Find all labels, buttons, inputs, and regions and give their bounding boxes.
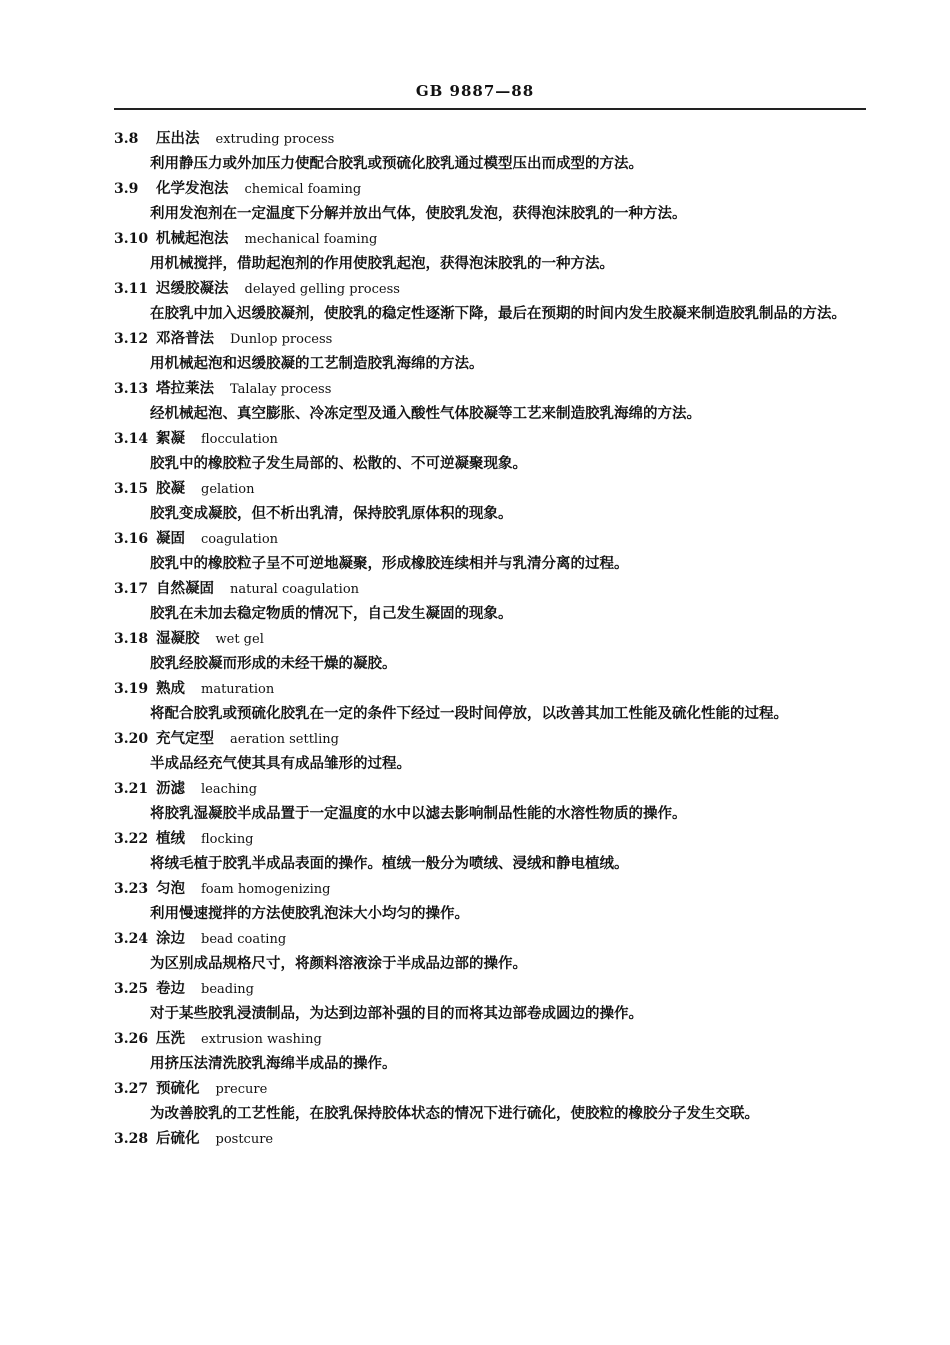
term-heading <box>114 676 866 702</box>
term-chinese: 卷边 <box>156 980 185 997</box>
term-heading <box>114 576 866 602</box>
term-heading <box>114 526 866 552</box>
term-english: Talalay process <box>230 382 332 397</box>
term-definition: 为区别成品规格尺寸，将颜料溶液涂于半成品边部的操作。 <box>150 955 527 972</box>
term-number: 3.19 <box>114 681 149 697</box>
term-number: 3.25 <box>114 981 149 997</box>
term-entry <box>114 476 866 526</box>
term-chinese: 胶凝 <box>156 480 185 497</box>
term-english: maturation <box>201 682 275 697</box>
term-chinese: 匀泡 <box>156 880 185 897</box>
header-rule <box>114 108 866 110</box>
term-english: mechanical foaming <box>244 232 378 247</box>
term-number: 3.22 <box>114 831 149 847</box>
term-definition <box>114 302 866 326</box>
term-definition: 用挤压法清洗胶乳海绵半成品的操作。 <box>150 1055 397 1072</box>
term-definition-text: 在胶乳中加入迟缓胶凝剂，使胶乳的稳定性逐渐下降，最后在预期的时间内发生胶凝来制造胶乳制品的方法。 <box>150 305 846 322</box>
term-entry <box>114 1126 866 1152</box>
term-chinese: 压洗 <box>156 1030 185 1047</box>
term-number: 3.27 <box>114 1081 149 1097</box>
term-entry <box>114 976 866 1026</box>
term-entry <box>114 326 866 376</box>
term-number: 3.9 <box>114 181 139 197</box>
term-chinese: 沥滤 <box>156 780 185 797</box>
term-entry <box>114 626 866 676</box>
term-heading <box>114 376 866 402</box>
term-heading <box>114 826 866 852</box>
term-heading <box>114 1126 866 1152</box>
term-definition: 半成品经充气使其具有成品雏形的过程。 <box>150 755 411 772</box>
term-heading <box>114 326 866 352</box>
term-english: postcure <box>215 1132 274 1147</box>
term-english: foam homogenizing <box>201 882 331 897</box>
term-heading <box>114 976 866 1002</box>
term-number: 3.16 <box>114 531 149 547</box>
term-english: bead coating <box>201 932 287 947</box>
term-definition: 胶乳经胶凝而形成的未经干燥的凝胶。 <box>150 655 397 672</box>
term-english: natural coagulation <box>230 582 360 597</box>
term-definition: 利用静压力或外加压力使配合胶乳或预硫化胶乳通过模型压出而成型的方法。 <box>150 155 643 172</box>
term-entry <box>114 276 866 326</box>
term-number: 3.14 <box>114 431 149 447</box>
term-number: 3.18 <box>114 631 149 647</box>
term-definition: 将胶乳湿凝胶半成品置于一定温度的水中以滤去影响制品性能的水溶性物质的操作。 <box>150 805 687 822</box>
term-chinese: 熟成 <box>156 680 185 697</box>
term-definition: 胶乳在未加去稳定物质的情况下，自己发生凝固的现象。 <box>150 605 513 622</box>
term-entry <box>114 176 866 226</box>
term-definition <box>114 702 866 726</box>
term-number: 3.23 <box>114 881 149 897</box>
term-definition-text: 将配合胶乳或预硫化胶乳在一定的条件下经过一段时间停放，以改善其加工性能及硫化性能的过程。 <box>150 705 788 722</box>
term-entry <box>114 726 866 776</box>
term-number: 3.11 <box>114 281 149 297</box>
term-heading <box>114 276 866 302</box>
term-heading <box>114 476 866 502</box>
term-chinese: 预硫化 <box>156 1080 200 1097</box>
term-definition: 将绒毛植于胶乳半成品表面的操作。植绒一般分为喷绒、浸绒和静电植绒。 <box>150 855 629 872</box>
term-chinese: 植绒 <box>156 830 185 847</box>
term-chinese: 后硫化 <box>156 1130 200 1147</box>
term-definition: 为改善胶乳的工艺性能，在胶乳保持胶体状态的情况下进行硫化，使胶粒的橡胶分子发生交联。 <box>150 1105 759 1122</box>
term-heading <box>114 176 866 202</box>
term-chinese: 充气定型 <box>156 730 214 747</box>
term-definition: 对于某些胶乳浸渍制品，为达到边部补强的目的而将其边部卷成圆边的操作。 <box>150 1005 643 1022</box>
term-list <box>114 126 866 1152</box>
term-definition: 胶乳中的橡胶粒子呈不可逆地凝聚，形成橡胶连续相并与乳清分离的过程。 <box>150 555 629 572</box>
term-chinese: 机械起泡法 <box>156 230 229 247</box>
term-entry <box>114 526 866 576</box>
term-heading <box>114 1026 866 1052</box>
term-english: flocculation <box>201 432 278 447</box>
term-english: gelation <box>201 482 255 497</box>
term-chinese: 自然凝固 <box>156 580 214 597</box>
term-number: 3.17 <box>114 581 149 597</box>
term-number: 3.8 <box>114 131 139 147</box>
page-header: GB 9887—88 <box>415 82 535 100</box>
term-definition: 用机械搅拌，借助起泡剂的作用使胶乳起泡，获得泡沫胶乳的一种方法。 <box>150 255 614 272</box>
term-chinese: 迟缓胶凝法 <box>156 280 229 297</box>
term-chinese: 化学发泡法 <box>156 180 229 197</box>
term-entry <box>114 426 866 476</box>
term-heading <box>114 776 866 802</box>
term-english: delayed gelling process <box>244 282 400 297</box>
term-chinese: 絮凝 <box>156 430 185 447</box>
term-entry <box>114 1076 866 1126</box>
term-english: wet gel <box>215 632 264 647</box>
term-definition: 经机械起泡、真空膨胀、冷冻定型及通入酸性气体胶凝等工艺来制造胶乳海绵的方法。 <box>150 405 701 422</box>
term-definition: 胶乳变成凝胶，但不析出乳清，保持胶乳原体积的现象。 <box>150 505 513 522</box>
term-english: leaching <box>201 782 258 797</box>
term-entry <box>114 676 866 726</box>
term-heading <box>114 926 866 952</box>
term-english: flocking <box>201 832 254 847</box>
term-number: 3.26 <box>114 1031 149 1047</box>
term-number: 3.10 <box>114 231 149 247</box>
term-heading <box>114 126 866 152</box>
term-number: 3.28 <box>114 1131 149 1147</box>
term-entry <box>114 826 866 876</box>
term-english: extruding process <box>215 132 335 147</box>
term-chinese: 邓洛普法 <box>156 330 214 347</box>
term-chinese: 凝固 <box>156 530 185 547</box>
term-definition: 胶乳中的橡胶粒子发生局部的、松散的、不可逆凝聚现象。 <box>150 455 527 472</box>
term-definition: 利用慢速搅拌的方法使胶乳泡沫大小均匀的操作。 <box>150 905 469 922</box>
term-heading <box>114 226 866 252</box>
term-number: 3.20 <box>114 731 149 747</box>
term-number: 3.24 <box>114 931 149 947</box>
term-heading <box>114 1076 866 1102</box>
term-number: 3.13 <box>114 381 149 397</box>
term-entry <box>114 226 866 276</box>
term-english: chemical foaming <box>244 182 362 197</box>
term-definition: 用机械起泡和迟缓胶凝的工艺制造胶乳海绵的方法。 <box>150 355 484 372</box>
term-english: precure <box>215 1082 268 1097</box>
term-heading <box>114 426 866 452</box>
term-chinese: 塔拉莱法 <box>156 380 214 397</box>
term-chinese: 压出法 <box>156 130 200 147</box>
term-entry <box>114 776 866 826</box>
term-entry <box>114 376 866 426</box>
term-english: extrusion washing <box>201 1032 322 1047</box>
term-english: coagulation <box>201 532 279 547</box>
term-heading <box>114 726 866 752</box>
term-chinese: 湿凝胶 <box>156 630 200 647</box>
term-number: 3.12 <box>114 331 149 347</box>
term-heading <box>114 626 866 652</box>
term-entry <box>114 926 866 976</box>
term-english: Dunlop process <box>230 332 333 347</box>
term-number: 3.15 <box>114 481 149 497</box>
term-definition: 利用发泡剂在一定温度下分解并放出气体，使胶乳发泡，获得泡沫胶乳的一种方法。 <box>150 205 687 222</box>
term-heading <box>114 876 866 902</box>
term-english: aeration settling <box>230 732 339 747</box>
term-chinese: 涂边 <box>156 930 185 947</box>
term-entry <box>114 126 866 176</box>
term-entry <box>114 1026 866 1076</box>
term-english: beading <box>201 982 254 997</box>
term-entry <box>114 876 866 926</box>
term-number: 3.21 <box>114 781 149 797</box>
term-entry <box>114 576 866 626</box>
